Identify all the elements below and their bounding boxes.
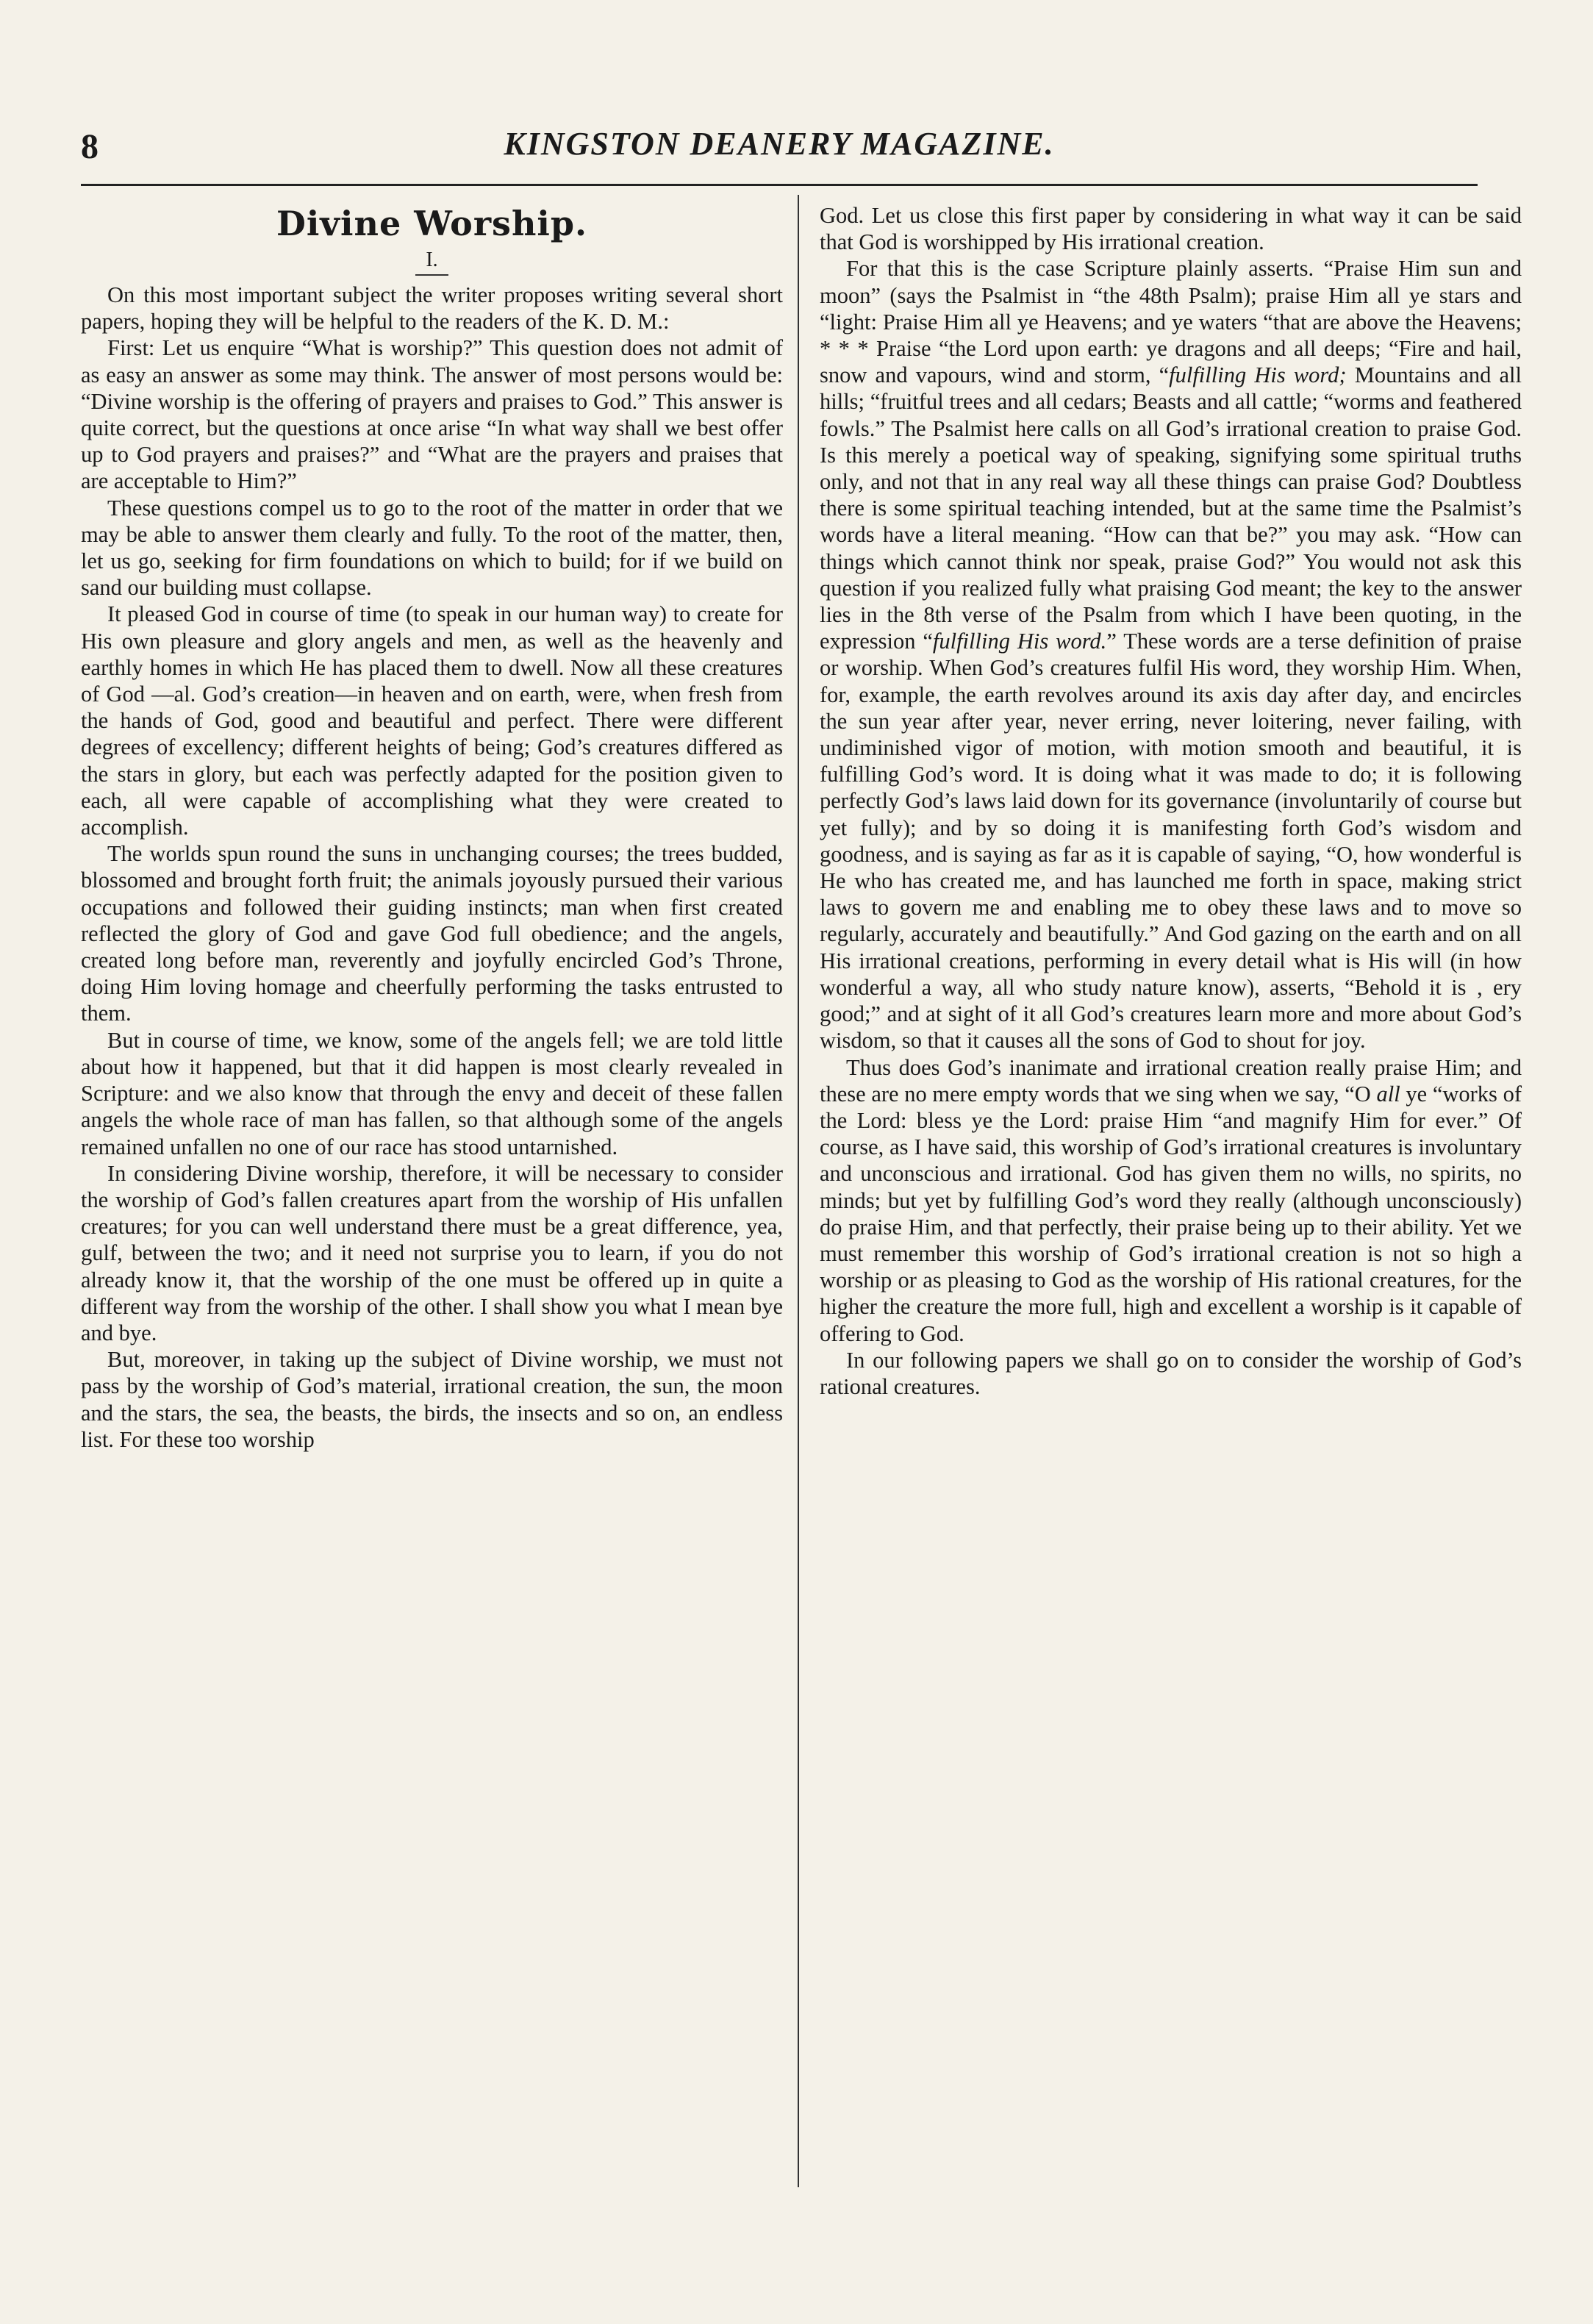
paragraph: On this most important subject the writer proposes writing several short papers, hoping they will be helpful to the readers of the K. D. M.: [81, 282, 783, 335]
page-header [81, 125, 1478, 176]
article-title: Divine Worship. [276, 204, 588, 243]
paragraph: It pleased God in course of time (to speak in our human way) to create for His own pleasure and glory angels and men, as well as the heavenly and earthly homes in which He has placed them to dwell. Now all these creatures of God —al. God’s creation—in heaven and on earth, were, when fresh from the hands of God, good and beautiful and perfect. There were different degrees of excellency; different heights of being; God’s creatures differed as the stars in glory, but each was perfectly adapted for the position given to each, all were capable of accomplishing what they were created to accomplish. [81, 601, 783, 840]
text-run: ye “works of the Lord: bless ye the Lord: praise Him “and magnify Him for ever.” Of course, as I have said, this worship of God’s irrational creatures is involuntary and unconscious and irrational. God has given them no wills, no spirits, no minds; but yet by fulfilling God’s word they really (although unconsciously) do praise Him, and that perfectly, their praise being up to their ability. Yet we must remember this worship of God’s irrational creation is not so high a worship or as pleasing to God as the worship of His rational creatures, for the higher the creature the more full, high and excellent a worship is it capable of offering to God. [820, 1081, 1522, 1346]
text-run: ” These words are a terse definition of praise or worship. When God’s creatures fulfil His word, they worship Him. When, for, example, the earth revolves around its axis day after day, and encircles the sun year after year, never erring, never loitering, never failing, with undiminished vigor of motion, with motion smooth and beautiful, it is fulfilling God’s word. It is doing what it was made to do; it is following perfectly God’s laws laid down for its governance (involuntarily of course but yet fully); and by so doing it is manifesting forth God’s wisdom and goodness, and is saying as far as it is capable of saying, “O, how wonderful is He who has created me, and has launched me forth in space, making strict laws to govern me and enabling me to obey these laws and to move so regularly, accurately and beautifully.” And God gazing on the earth and on all His irrational creations, performing in every detail what is His will (in how wonderful a way, all who study nature know), asserts, “Behold it is ‚ ery good;” and at sight of it all God’s creatures learn more and more about God’s wisdom, so that it causes all the sons of God to shout for joy. [820, 629, 1522, 1054]
paragraph: First: Let us enquire “What is worship?” This question does not admit of as easy an answer as some may think. The answer of most persons would be: “Divine worship is the offering of prayers and praises to God.” This answer is quite correct, but the questions at once arise “In what way shall we best offer up to God prayers and praises?” and “What are the prayers and praises that are acceptable to Him?” [81, 335, 783, 494]
paragraph-continuation: God. Let us close this first paper by considering in what way it can be said that God is worshipped by His irrational creation. [820, 203, 1522, 255]
column-divider [798, 195, 799, 2187]
left-column [81, 202, 783, 1453]
paragraph-psalm [820, 255, 1522, 1054]
paragraph: But, moreover, in taking up the subject of Divine worship, we must not pass by the worship of God’s material, irrational creation, the sun, the moon and the stars, the sea, the beasts, the birds, the insects and so on, an endless list. For these too worship [81, 1347, 783, 1452]
magazine-title: KINGSTON DEANERY MAGAZINE. [504, 126, 1055, 162]
italic-phrase: fulfilling His word. [932, 629, 1107, 654]
italic-phrase: fulfilling His word; [1169, 362, 1347, 388]
text-run: Thus does God’s inanimate and irrational creation really praise Him; and these are no mere empty words that we sing when we say, “O [820, 1054, 1522, 1106]
text-run: For that this is the case Scripture plainly asserts. “Praise Him sun and moon” (says the Psalmist in “the 48th Psalm); praise Him all ye stars and “light: Praise Him all ye Heavens; and ye waters “that are above the Heavens; * * * Praise “the Lord upon earth: ye dragons and all deeps; “Fire and hail, snow and vapours, wind and storm, “ [820, 256, 1522, 388]
paragraph: The worlds spun round the suns in unchanging courses; the trees budded, blossomed and brought forth fruit; the animals joyously pursued their various occupations and followed their guiding instincts; man when first created reflected the glory of God and gave God full obedience; and the angels, created long before man, reverently and joyfully encircled God’s Throne, doing Him loving homage and cheerfully performing the tasks entrusted to them. [81, 841, 783, 1026]
paragraph-closing: In our following papers we shall go on to consider the worship of God’s rational creatures. [820, 1347, 1522, 1399]
page-number: 8 [81, 127, 99, 166]
part-numeral [81, 248, 783, 276]
text-run: Mountains and all hills; “fruitful trees and all cedars; Beasts and all cattle; “worms and feathered fowls.” The Psalmist here calls on all God’s irrational creation to praise God. Is this merely a poetical way of speaking, signifying some spiritual truths only, and not that in any real way all these things can praise God? Doubtless there is some spiritual teaching intended, but at the same time the Psalmist’s words have a literal meaning. “How can that be?” you may ask. “How can things which cannot think nor speak, praise God?” You would not ask this question if you realized fully what praising God meant; the key to the answer lies in the 8th verse of the Psalm from which I have been quoting, in the expression “ [820, 362, 1522, 654]
paragraph: But in course of time, we know, some of the angels fell; we are told little about how it happened, but that it did happen is most clearly revealed in Scripture: and we also know that through the envy and deceit of these fallen angels the whole race of man has fallen, so that although some of the angels remained unfallen no one of our race has stood untarnished. [81, 1027, 783, 1159]
right-column [820, 202, 1522, 1400]
italic-word: all [1376, 1081, 1400, 1106]
part-numeral-text: I. [415, 248, 448, 276]
paragraph-thus [820, 1054, 1522, 1347]
header-rule [81, 184, 1478, 186]
paragraph: These questions compel us to go to the root of the matter in order that we may be able to answer them clearly and fully. To the root of the matter, then, let us go, seeking for firm foundations on which to build; for if we build on sand our building must collapse. [81, 495, 783, 601]
paragraph: In considering Divine worship, therefore, it will be necessary to consider the worship of God’s fallen creatures apart from the worship of His unfallen creatures; for you can well understand there must be a great difference, yea, gulf, between the two; and it need not surprise you to learn, if you do not already know it, that the worship of the one must be offered up in quite a different way from the worship of the other. I shall show you what I mean bye and bye. [81, 1160, 783, 1345]
